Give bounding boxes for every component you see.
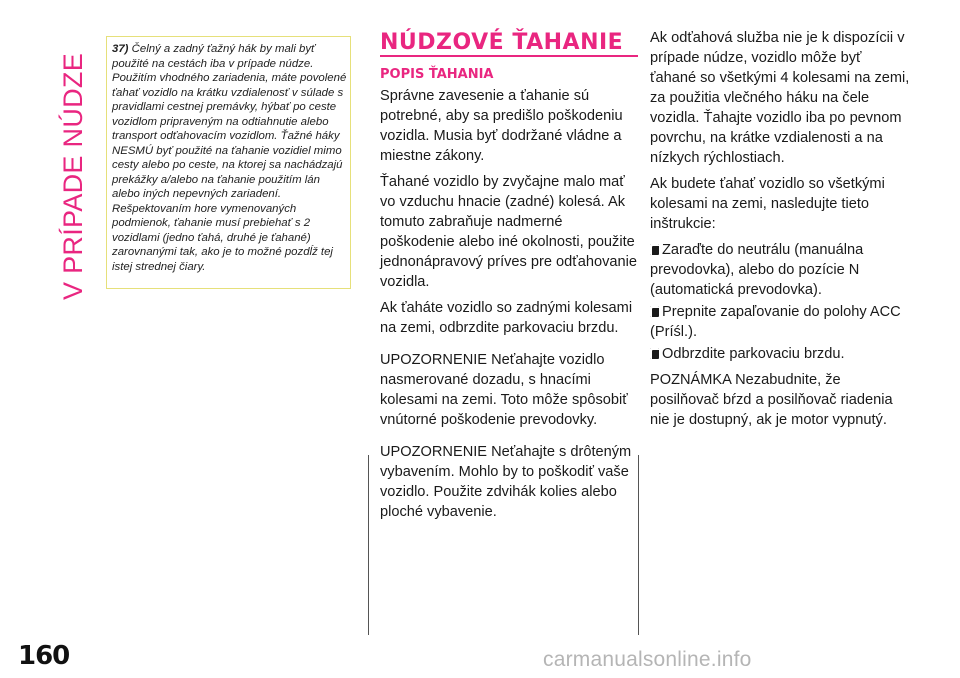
paragraph-caution: UPOZORNENIE Neťahajte vozidlo nasmerované dozadu, s hnacími kolesami na zemi. Toto môže spôsobiť vnútorné poškodenie prevodovky. (380, 352, 628, 428)
note-text: Čelný a zadný ťažný hák by mali byť použité na cestách iba v prípade núdze. Použitím vhodného zariadenia, máte povolené ťahať vozidlo na krátku vzdialenosť v súlade s pravidlami cestnej premávky, hýbať po ceste vozidlom pripraveným na odtiahnutie alebo transport odťahovacím vozidlom. Ťažné háky NESMÚ byť použité na ťahanie vozidiel mimo cesty alebo po ceste, na ktorej sa nachádzajú prekážky a/alebo na ťahanie použitím lán alebo iných nepevných zariadení. Rešpektovaním hore vymenovaných podmienok, ťahanie musí prebiehať s 2 vozidlami (jedno ťahá, druhé je ťahané) zarovnanými tak, ako je to možné pozdĺž tej istej strednej čiary. (112, 43, 347, 273)
checkbox-bullet-icon (650, 306, 659, 317)
page-number: 160 (18, 641, 70, 671)
chapter-side-title: V PRÍPADE NÚDZE (58, 52, 88, 300)
list-item (650, 240, 910, 300)
column-divider (368, 455, 369, 635)
note-number: 37) (112, 43, 129, 55)
section-title: NÚDZOVÉ ŤAHANIE (380, 30, 638, 57)
column-right (650, 28, 910, 436)
paragraph: Ak ťaháte vozidlo so zadnými kolesami na zemi, odbrzdite parkovaciu brzdu. (380, 300, 633, 336)
checkbox-bullet-icon (650, 244, 659, 255)
list-item-text: Prepnite zapaľovanie do polohy ACC (Príśl.). (650, 304, 901, 340)
section-subtitle: POPIS ŤAHANIA (380, 67, 494, 82)
paragraph: Ťahané vozidlo by zvyčajne malo mať vo vzduchu hnacie (zadné) kolesá. Ak tomuto zabraňuje nadmerné poškodenie alebo iné okolnosti, použite jednonápravový príves pre odťahovanie vozidla. (380, 174, 637, 290)
paragraph: Správne zavesenie a ťahanie sú potrebné, aby sa predišlo poškodeniu vozidla. Musia byť dodržané vládne a miestne zákony. (380, 88, 623, 164)
watermark: carmanualsonline.info (543, 648, 752, 671)
column-divider (638, 455, 639, 635)
list-item-text: Odbrzdite parkovaciu brzdu. (662, 346, 845, 362)
column-middle (380, 28, 638, 528)
paragraph-note: POZNÁMKA Nezabudnite, že posilňovač bŕzd a posilňovač riadenia nie je dostupný, ak je motor vypnutý. (650, 372, 893, 428)
paragraph: Ak odťahová služba nie je k dispozícii v prípade núdze, vozidlo môže byť ťahané so všetkými 4 kolesami na zemi, za použitia vlečného háku na čele vozidla. Ťahajte vozidlo iba po pevnom povrchu, na krátke vzdialenosti a na nízkych rýchlostiach. (650, 30, 910, 166)
paragraph: Ak budete ťahať vozidlo so všetkými kolesami na zemi, nasledujte tieto inštrukcie: (650, 176, 885, 232)
warning-note-box (106, 36, 351, 289)
list-item-text: Zaraďte do neutrálu (manuálna prevodovka), alebo do pozície N (automatická prevodovka). (650, 242, 864, 298)
paragraph-caution: UPOZORNENIE Neťahajte s drôteným vybavením. Mohlo by to poškodiť vaše vozidlo. Použite zdvihák kolies alebo ploché vybavenie. (380, 444, 632, 520)
checkbox-bullet-icon (650, 348, 659, 359)
list-item (650, 344, 910, 364)
list-item (650, 302, 910, 342)
